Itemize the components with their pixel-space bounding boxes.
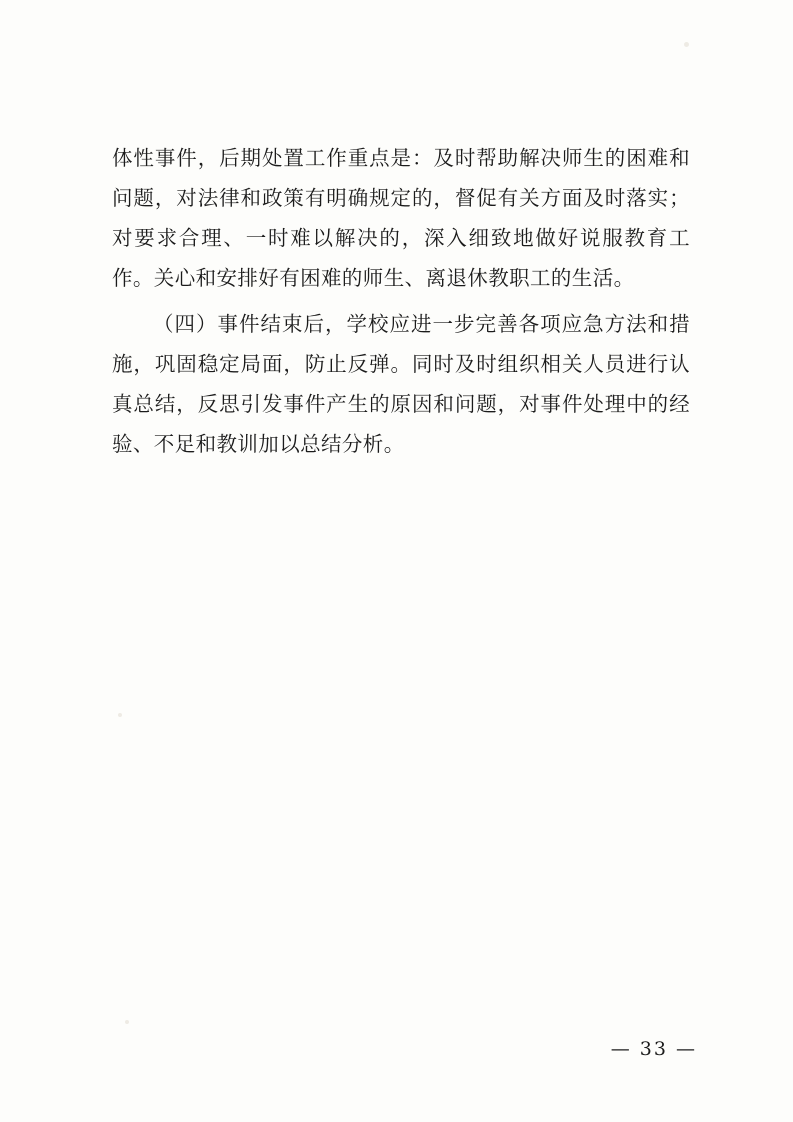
body-paragraph: （四）事件结束后，学校应进一步完善各项应急方法和措施，巩固稳定局面，防止反弹。同时及时组织相关人员进行认真总结，反思引发事件产生的原因和问题，对事件处理中的经验、不足和教训加以总结分析。 <box>112 312 690 456</box>
page-number: — 33 — <box>610 1038 697 1060</box>
page-body <box>112 138 690 464</box>
paper-speck <box>125 1020 129 1024</box>
body-paragraph: 体性事件，后期处置工作重点是：及时帮助解决师生的困难和问题，对法律和政策有明确规定的，督促有关方面及时落实；对要求合理、一时难以解决的，深入细致地做好说服教育工作。关心和安排好有困难的师生、离退休教职工的生活。 <box>112 146 690 290</box>
paper-speck <box>684 42 689 47</box>
paper-speck <box>118 713 122 717</box>
